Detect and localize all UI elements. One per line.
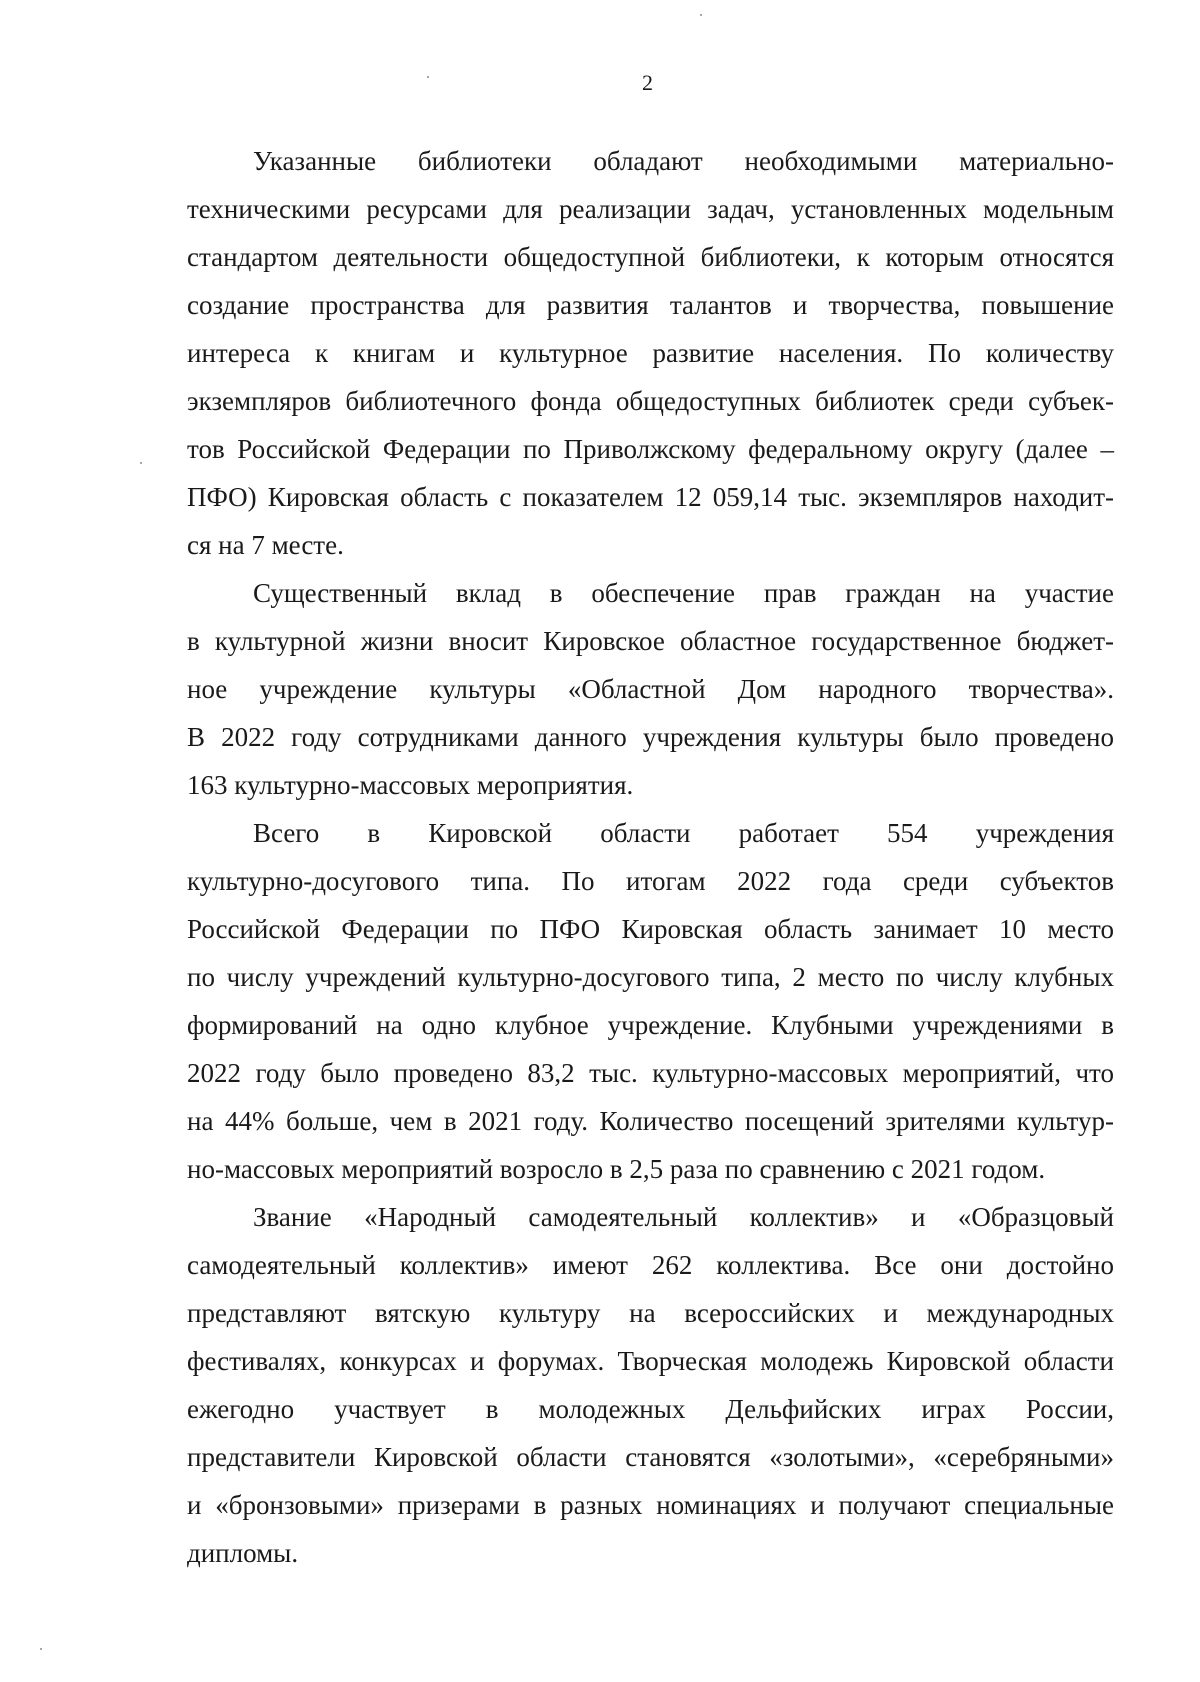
text-line: и «бронзовыми» призерами в разных номинациях и получают специальные bbox=[187, 1490, 1114, 1520]
text-line: по числу учреждений культурно-досугового типа, 2 место по числу клубных bbox=[187, 962, 1114, 992]
text-line: культурно-досугового типа. По итогам 2022 года среди субъектов bbox=[187, 866, 1114, 896]
paragraph-libraries bbox=[187, 137, 1114, 569]
scan-speck bbox=[140, 462, 142, 464]
text-line: но-массовых мероприятий возросло в 2,5 раза по сравнению с 2021 годом. bbox=[187, 1154, 1046, 1184]
text-line: тов Российской Федерации по Приволжскому федеральному округу (далее – bbox=[187, 434, 1114, 464]
text-line: 163 культурно-массовых мероприятия. bbox=[187, 770, 634, 800]
text-line: Российской Федерации по ПФО Кировская область занимает 10 место bbox=[187, 914, 1114, 944]
page-number: 2 bbox=[642, 70, 653, 95]
text-line: Указанные библиотеки обладают необходимыми материально- bbox=[253, 146, 1114, 176]
text-line: представители Кировской области становятся «золотыми», «серебряными» bbox=[187, 1442, 1114, 1472]
paragraph-collectives bbox=[187, 1193, 1114, 1577]
text-line: экземпляров библиотечного фонда общедоступных библиотек среди субъек- bbox=[187, 386, 1114, 416]
text-line: формирований на одно клубное учреждение. Клубными учреждениями в bbox=[187, 1010, 1114, 1040]
document-body bbox=[187, 137, 1114, 1577]
text-line: представляют вятскую культуру на всероссийских и международных bbox=[187, 1298, 1114, 1328]
text-line: фестивалях, конкурсах и форумах. Творческая молодежь Кировской области bbox=[187, 1346, 1114, 1376]
text-line: Существенный вклад в обеспечение прав граждан на участие bbox=[253, 578, 1114, 608]
text-line: ежегодно участвует в молодежных Дельфийских играх России, bbox=[187, 1394, 1114, 1424]
text-line: самодеятельный коллектив» имеют 262 коллектива. Все они достойно bbox=[187, 1250, 1114, 1280]
text-line: интереса к книгам и культурное развитие населения. По количеству bbox=[187, 338, 1114, 368]
text-line: ся на 7 месте. bbox=[187, 530, 344, 560]
text-line: стандартом деятельности общедоступной библиотеки, к которым относятся bbox=[187, 242, 1114, 272]
text-line: техническими ресурсами для реализации задач, установленных модельным bbox=[187, 194, 1114, 224]
text-line: ПФО) Кировская область с показателем 12 059,14 тыс. экземпляров находит- bbox=[187, 482, 1114, 512]
text-line: 2022 году было проведено 83,2 тыс. культурно-массовых мероприятий, что bbox=[187, 1058, 1114, 1088]
text-line: на 44% больше, чем в 2021 году. Количество посещений зрителями культур- bbox=[187, 1106, 1114, 1136]
paragraph-cultural-leisure bbox=[187, 809, 1114, 1193]
text-line: В 2022 году сотрудниками данного учреждения культуры было проведено bbox=[187, 722, 1114, 752]
text-line: Всего в Кировской области работает 554 учреждения bbox=[253, 818, 1114, 848]
paragraph-house-of-folk-art bbox=[187, 569, 1114, 809]
text-line: дипломы. bbox=[187, 1538, 299, 1568]
scan-speck bbox=[40, 1648, 42, 1650]
text-line: Звание «Народный самодеятельный коллектив» и «Образцовый bbox=[253, 1202, 1114, 1232]
text-line: ное учреждение культуры «Областной Дом народного творчества». bbox=[187, 674, 1114, 704]
text-line: в культурной жизни вносит Кировское областное государственное бюджет- bbox=[187, 626, 1114, 656]
scan-speck bbox=[427, 76, 429, 78]
scan-speck bbox=[700, 14, 702, 16]
text-line: создание пространства для развития талантов и творчества, повышение bbox=[187, 290, 1114, 320]
